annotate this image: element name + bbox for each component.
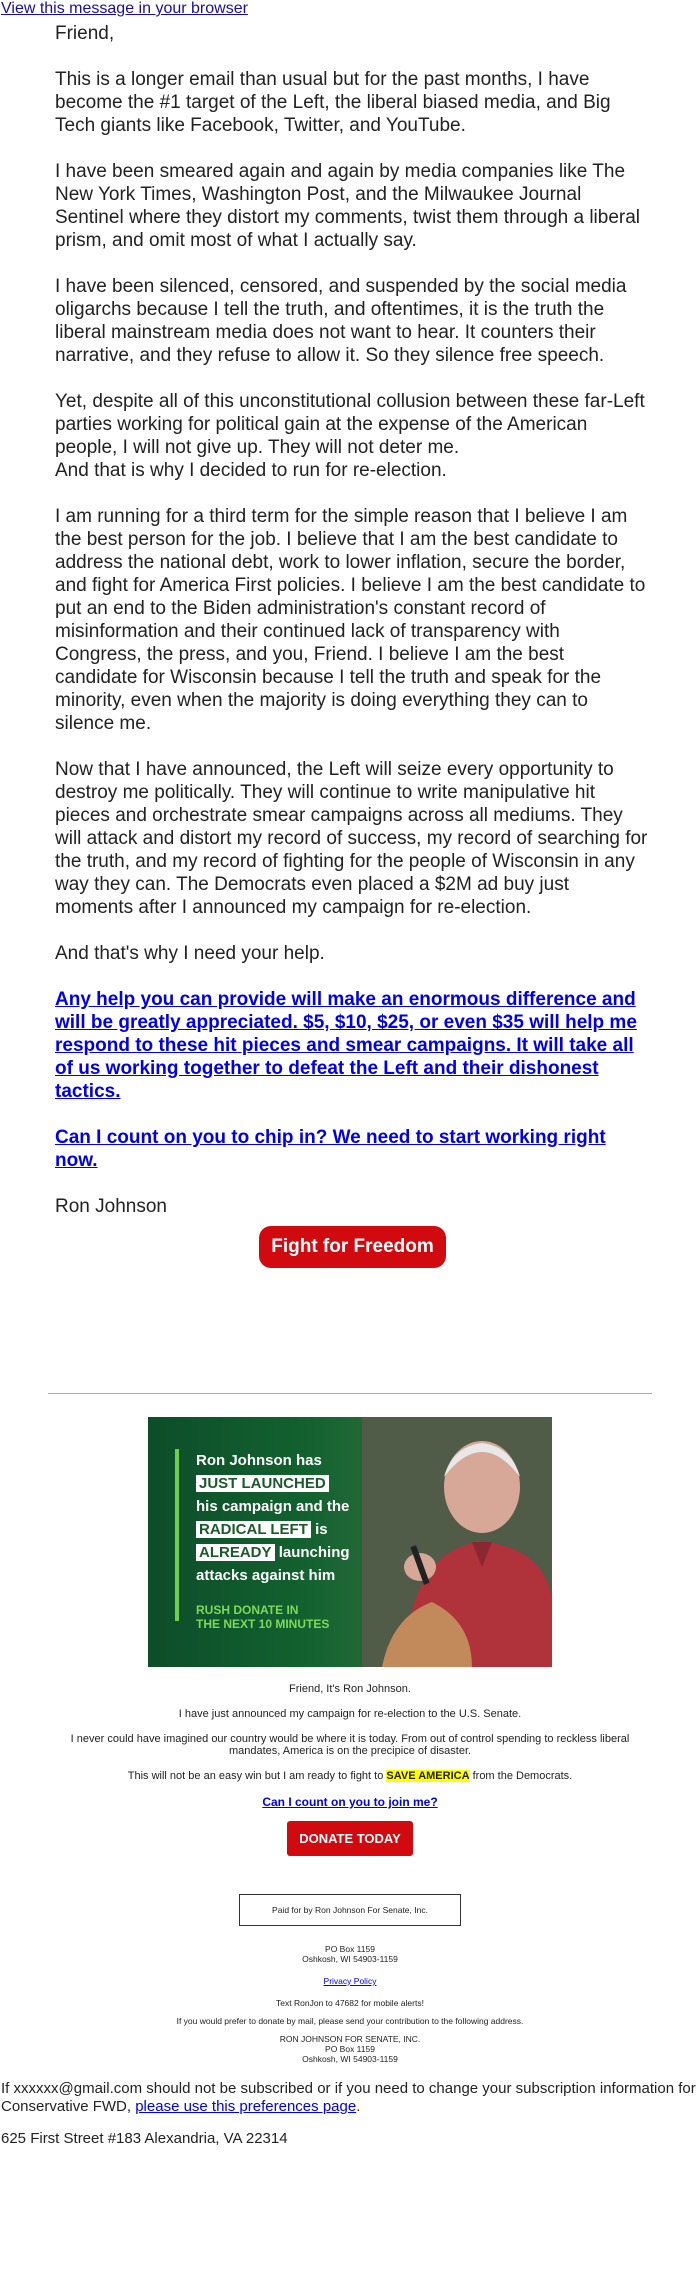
letter-body: [50, 22, 650, 1268]
unsubscribe-suffix: .: [356, 2098, 361, 2115]
join-paragraph: [0, 1795, 700, 1809]
fight-for-freedom-button[interactable]: Fight for Freedom: [259, 1226, 446, 1268]
secondary-line-2: I have just announced my campaign for re-election to the U.S. Senate.: [178, 1708, 522, 1720]
mail-address-1: RON JOHNSON FOR SENATE, INC.: [279, 2034, 421, 2044]
paid-for-box: [239, 1894, 461, 1926]
campaign-banner-image[interactable]: [148, 1417, 552, 1667]
banner-highlight-3: ALREADY: [196, 1544, 275, 1561]
po-box-line: PO Box 1159: [325, 1944, 375, 1954]
legal-footer: [0, 1894, 700, 2064]
candidate-photo: [362, 1417, 552, 1667]
view-in-browser-link[interactable]: View this message in your browser: [1, 0, 248, 17]
paragraph-4: [55, 390, 650, 482]
fight-button-wrap: [55, 1226, 650, 1268]
paragraph-7: And that's why I need your help.: [55, 943, 325, 964]
donate-today-button[interactable]: DONATE TODAY: [287, 1821, 413, 1856]
donate-today-wrap: [0, 1821, 700, 1856]
banner-rush-1: RUSH DONATE IN: [196, 1603, 299, 1617]
secondary-line-4: [0, 1770, 700, 1782]
paragraph-3: I have been silenced, censored, and suspended by the social media oligarchs because I tell the truth, and oftentimes, it is the truth the liberal mainstream media does not want to hear. It counters their narrative, and they refuse to allow it. So they silence free speech.: [55, 276, 627, 366]
banner-line-2: his campaign and the: [196, 1498, 350, 1515]
banner-rush-2: THE NEXT 10 MINUTES: [196, 1617, 330, 1631]
donate-link-paragraph: [55, 988, 650, 1103]
secondary-line-4b: from the Democrats.: [472, 1770, 573, 1782]
greeting: Friend,: [55, 23, 115, 44]
join-me-link[interactable]: Can I count on you to join me?: [262, 1795, 438, 1809]
paid-for-text: Paid for by Ron Johnson For Senate, Inc.: [272, 1905, 428, 1915]
preferences-page-link[interactable]: please use this preferences page: [135, 2098, 357, 2115]
banner-line-3: is: [315, 1521, 328, 1538]
banner-highlight-2: RADICAL LEFT: [196, 1521, 311, 1538]
subscription-footer: [0, 2080, 700, 2148]
secondary-message: [0, 1683, 700, 1856]
banner-highlight-1: JUST LAUNCHED: [196, 1475, 329, 1492]
save-america-highlight: SAVE AMERICA: [386, 1770, 470, 1782]
top-bar: [0, 0, 700, 20]
secondary-line-3: I never could have imagined our country would be where it is today. From out of control spending to reckless liberal mandates, America is on the precipice of disaster.: [70, 1733, 630, 1757]
mail-address-3: Oshkosh, WI 54903-1159: [302, 2054, 398, 2064]
mail-address-2: PO Box 1159: [325, 2044, 375, 2054]
secondary-line-1: Friend, It's Ron Johnson.: [289, 1683, 411, 1695]
paragraph-4b: And that is why I decided to run for re-election.: [55, 460, 447, 481]
privacy-paragraph: [0, 1976, 700, 1986]
divider: [48, 1393, 652, 1394]
paragraph-6: Now that I have announced, the Left will seize every opportunity to destroy me politically. They will continue to write manipulative hit pieces and orchestrate smear campaigns across all mediums. They will attack and distort my record of success, my record of searching for the truth, and my record of fighting for the people of Wisconsin in any way they can. The Democrats even placed a $2M ad buy just moments after I announced my campaign for re-election.: [55, 759, 648, 918]
donate-link-1[interactable]: Any help you can provide will make an enormous difference and will be greatly appreciated. $5, $10, $25, or even $35 will help me respond to these hit pieces and smear campaigns. It will take all of us working together to defeat the Left and their dishonest tactics.: [55, 989, 637, 1102]
donate-link-2[interactable]: Can I count on you to chip in? We need to start working right now.: [55, 1127, 606, 1171]
unsubscribe-prefix: If xxxxxx@gmail.com should not be subscribed or if you need to change your subscription information for Conservative FWD,: [1, 2080, 696, 2115]
sender-address: 625 First Street #183 Alexandria, VA 22314: [1, 2130, 288, 2147]
banner-rush-text: [196, 1603, 329, 1631]
privacy-policy-link[interactable]: Privacy Policy: [323, 1976, 377, 1986]
signature: Ron Johnson: [55, 1196, 167, 1217]
text-alert-line: Text RonJon to 47682 for mobile alerts!: [276, 1998, 424, 2008]
paragraph-1: This is a longer email than usual but for the past months, I have become the #1 target of the Left, the liberal biased media, and Big Tech giants like Facebook, Twitter, and YouTube.: [55, 69, 611, 136]
paragraph-4a: Yet, despite all of this unconstitutional collusion between these far-Left parties working for political gain at the expense of the American people, I will not give up. They will not deter me.: [55, 391, 645, 458]
mail-note-line: If you would prefer to donate by mail, please send your contribution to the following address.: [176, 2016, 524, 2026]
paragraph-2: I have been smeared again and again by media companies like The New York Times, Washington Post, and the Milwaukee Journal Sentinel where they distort my comments, twist them through a liberal prism, and omit most of what I actually say.: [55, 161, 641, 251]
banner-line-1: Ron Johnson has: [196, 1452, 322, 1469]
po-city-line: Oshkosh, WI 54903-1159: [302, 1954, 398, 1964]
banner-line-4: launching attacks against him: [196, 1544, 350, 1584]
banner-accent-bar: [175, 1449, 179, 1621]
unsubscribe-text: [1, 2080, 700, 2116]
secondary-line-4a: This will not be an easy win but I am ready to fight to: [127, 1770, 384, 1782]
paragraph-5: I am running for a third term for the simple reason that I believe I am the best person for the job. I believe that I am the best candidate to address the national debt, work to lower inflation, secure the border, and fight for America First policies. I believe I am the best candidate to put an end to the Biden administration's constant record of misinformation and their continued lack of transparency with Congress, the press, and you, Friend. I believe I am the best candidate for Wisconsin because I tell the truth and speak for the minority, even when the majority is doing everything they can to silence me.: [55, 506, 646, 734]
chip-in-paragraph: [55, 1126, 650, 1172]
